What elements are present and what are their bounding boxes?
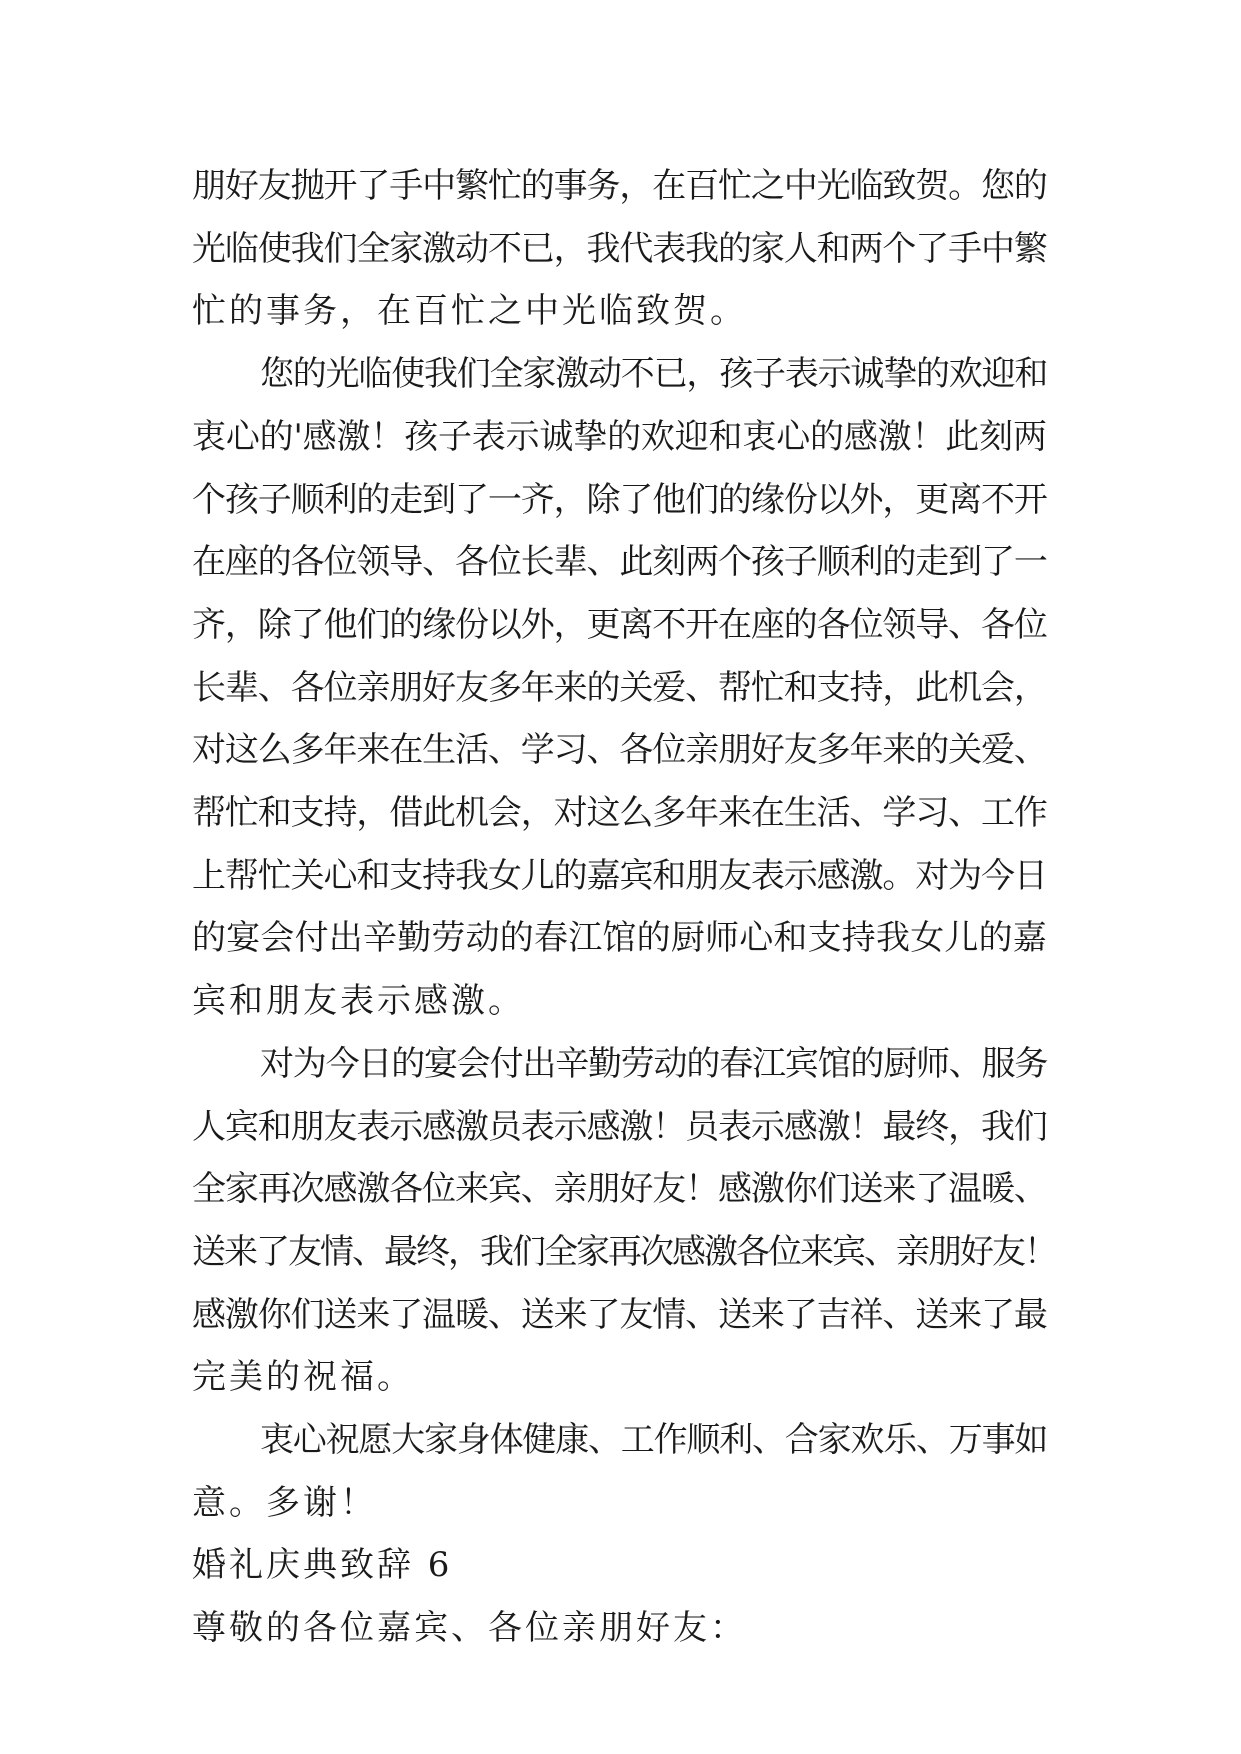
text-line: 光临使我们全家激动不已，我代表我的家人和两个了手中繁 xyxy=(192,228,1047,269)
text-line: 衷心祝愿大家身体健康、工作顺利、合家欢乐、万事如 xyxy=(260,1420,1048,1461)
text-line: 送来了友情、最终，我们全家再次感激各位来宾、亲朋好友！ xyxy=(192,1231,1056,1272)
text-line: 长辈、各位亲朋好友多年来的关爱、帮忙和支持，此机会， xyxy=(192,667,1047,708)
text-line: 的宴会付出辛勤劳动的春江馆的厨师心和支持我女儿的嘉 xyxy=(192,918,1047,959)
text-line: 感激你们送来了温暖、送来了友情、送来了吉祥、送来了最 xyxy=(192,1294,1047,1335)
text-line: 对这么多年来在生活、学习、各位亲朋好友多年来的关爱、 xyxy=(192,730,1047,771)
text-line: 帮忙和支持，借此机会，对这么多年来在生活、学习、工作 xyxy=(192,793,1047,834)
text-line: 您的光临使我们全家激动不已，孩子表示诚挚的欢迎和 xyxy=(260,354,1048,395)
paragraph-3 xyxy=(192,1033,1056,1409)
text-line: 完美的祝福。 xyxy=(192,1357,414,1398)
text-line: 上帮忙关心和支持我女儿的嘉宾和朋友表示感激。对为今日 xyxy=(192,855,1047,896)
paragraph-2 xyxy=(192,343,1052,1033)
paragraph-1 xyxy=(192,155,1052,343)
text-line: 对为今日的宴会付出辛勤劳动的春江宾馆的厨师、服务 xyxy=(260,1043,1048,1084)
text-line: 宾和朋友表示感激。 xyxy=(192,981,525,1022)
text-line: 忙的事务，在百忙之中光临致贺。 xyxy=(192,291,747,332)
text-line: 齐，除了他们的缘份以外，更离不开在座的各位领导、各位 xyxy=(192,604,1047,645)
text-line: 全家再次感激各位来宾、亲朋好友！感激你们送来了温暖、 xyxy=(192,1169,1047,1210)
salutation: 尊敬的各位嘉宾、各位亲朋好友： xyxy=(192,1608,747,1649)
text-line: 个孩子顺利的走到了一齐，除了他们的缘份以外，更离不开 xyxy=(192,479,1047,520)
text-line: 在座的各位领导、各位长辈、此刻两个孩子顺利的走到了一 xyxy=(192,542,1047,583)
section-title: 婚礼庆典致辞 6 xyxy=(192,1545,453,1586)
text-line: 意。多谢！ xyxy=(192,1482,377,1523)
document-body xyxy=(192,155,1056,1660)
text-line: 衷心的'感激！孩子表示诚挚的欢迎和衷心的感激！此刻两 xyxy=(192,416,1047,457)
text-line: 朋好友抛开了手中繁忙的事务，在百忙之中光临致贺。您的 xyxy=(192,166,1047,206)
text-line: 人宾和朋友表示感激员表示感激！员表示感激！最终，我们 xyxy=(192,1106,1047,1147)
paragraph-4 xyxy=(192,1409,1052,1534)
